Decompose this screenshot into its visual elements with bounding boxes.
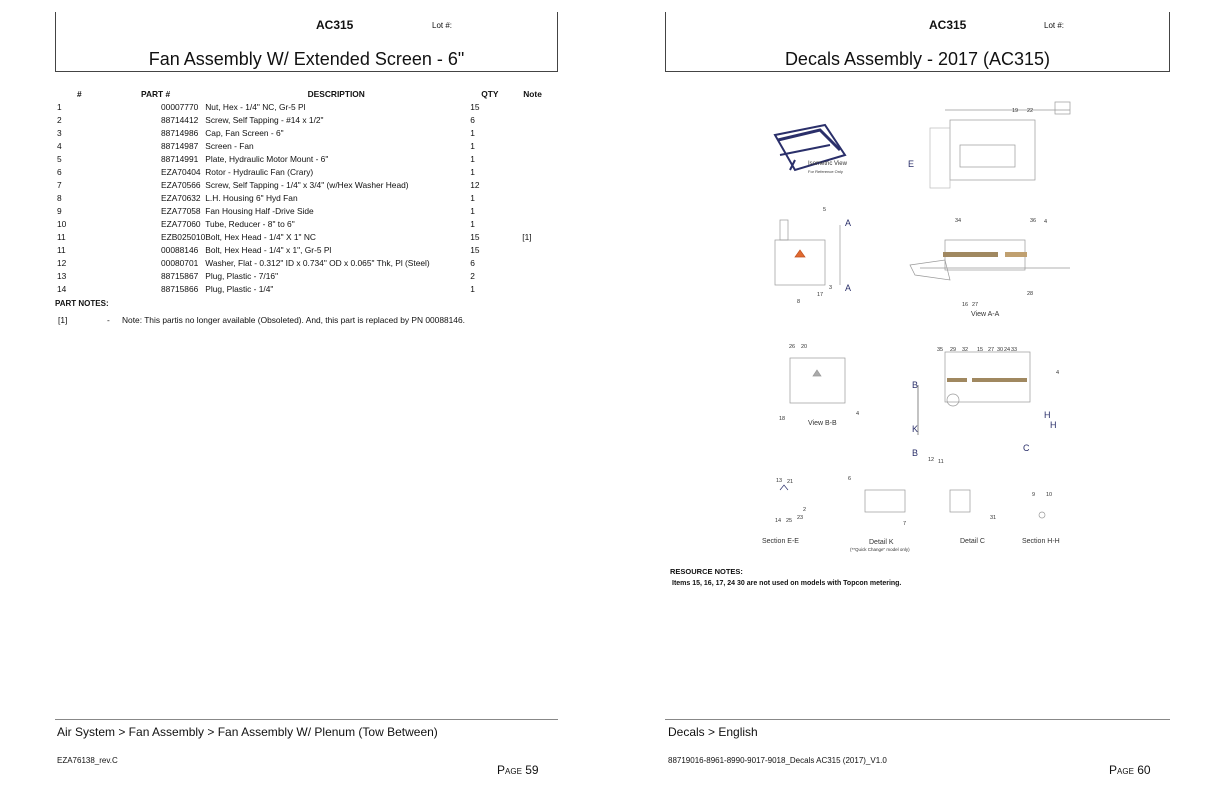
table-row xyxy=(55,152,563,165)
description-cell: Tube, Reducer - 8" to 6" xyxy=(205,218,295,229)
table-row xyxy=(55,217,563,230)
view-aa-drawing xyxy=(910,240,1070,280)
note-cell xyxy=(513,152,563,165)
note-cell xyxy=(513,126,563,139)
note-cell xyxy=(513,269,563,282)
callout-label: B xyxy=(912,448,919,458)
view-label-ee: Section E-E xyxy=(762,538,799,545)
diagram-drawings xyxy=(660,100,1120,560)
callout-label: 29 xyxy=(950,347,957,353)
callout-label: E xyxy=(908,159,915,169)
quantity-cell: 6 xyxy=(470,114,475,125)
callout-label: 20 xyxy=(801,344,808,350)
note-cell xyxy=(513,243,563,256)
description-cell: Screw, Self Tapping - 1/4" x 3/4" (w/Hex Washer Head) xyxy=(205,179,409,190)
part-number-cell: 88714412 xyxy=(161,114,199,125)
table-row xyxy=(55,230,563,243)
item-number-cell: 5 xyxy=(57,153,62,164)
callout-label: 5 xyxy=(823,207,827,213)
table-row xyxy=(55,282,563,295)
callout-label: 8 xyxy=(797,299,801,305)
page-title: Fan Assembly W/ Extended Screen - 6" xyxy=(148,49,465,69)
callout-label: 36 xyxy=(1030,218,1037,224)
item-number-cell: 11 xyxy=(57,231,66,242)
note-cell: [1] xyxy=(522,231,532,242)
callout-label: 33 xyxy=(1011,347,1018,353)
description-cell: L.H. Housing 6" Hyd Fan xyxy=(205,192,298,203)
item-number-cell: 1 xyxy=(57,101,62,112)
table-row xyxy=(55,256,563,269)
top-view-drawing xyxy=(930,102,1070,188)
side-view-drawing xyxy=(918,352,1030,435)
callout-label: 12 xyxy=(928,457,935,463)
model-name: AC315 xyxy=(316,18,354,32)
quantity-cell: 15 xyxy=(470,244,480,255)
description-cell: Fan Housing Half -Drive Side xyxy=(205,205,314,216)
item-number-cell: 6 xyxy=(57,166,62,177)
part-number-cell: 88715867 xyxy=(161,270,199,281)
callout-label: 4 xyxy=(1044,219,1048,225)
description-cell: Bolt, Hex Head - 1/4" X 1" NC xyxy=(205,231,316,242)
item-number-cell: 4 xyxy=(57,140,62,151)
left-header-box xyxy=(55,12,558,72)
view-label-hh: Section H-H xyxy=(1022,538,1060,545)
callout-label: 2 xyxy=(803,507,807,513)
part-number-cell: 88714986 xyxy=(161,127,199,138)
callout-label: 18 xyxy=(779,416,786,422)
part-number-cell: EZA70566 xyxy=(161,179,201,190)
col-desc: DESCRIPTION xyxy=(307,88,365,99)
callout-label: 14 xyxy=(775,518,782,524)
view-label-bb: View B-B xyxy=(808,420,837,427)
item-number-cell: 12 xyxy=(57,257,67,268)
table-row xyxy=(55,269,563,282)
col-note: Note xyxy=(523,88,542,99)
callout-label: H xyxy=(1050,420,1057,430)
description-cell: Plug, Plastic - 1/4" xyxy=(205,283,274,294)
lot-label: Lot #: xyxy=(1044,21,1065,30)
part-number-cell: EZA77058 xyxy=(161,205,201,216)
page-title: Decals Assembly - 2017 (AC315) xyxy=(784,49,1051,69)
part-number-cell: 88714987 xyxy=(161,140,199,151)
item-number-cell: 8 xyxy=(57,192,62,203)
description-cell: Screen - Fan xyxy=(205,140,254,151)
item-number-cell: 2 xyxy=(57,114,62,125)
part-number-cell: 88715866 xyxy=(161,283,199,294)
callout-label: 27 xyxy=(972,302,979,308)
quantity-cell: 12 xyxy=(470,179,480,190)
table-row xyxy=(55,204,563,217)
quantity-cell: 15 xyxy=(470,231,480,242)
part-number-cell: 00007770 xyxy=(161,101,199,112)
part-number-cell: EZA70632 xyxy=(161,192,201,203)
callout-label: 31 xyxy=(990,515,997,521)
note-cell xyxy=(513,165,563,178)
table-row xyxy=(55,191,563,204)
lot-label: Lot #: xyxy=(432,21,453,30)
note-cell xyxy=(513,139,563,152)
view-label-iso-sub: For Reference Only xyxy=(808,169,843,174)
description-cell: Screw, Self Tapping - #14 x 1/2" xyxy=(205,114,324,125)
description-cell: Nut, Hex - 1/4" NC, Gr-5 Pl xyxy=(205,101,306,112)
view-label-k-sub: (**Quick Change" model only) xyxy=(850,547,910,552)
callout-label: 17 xyxy=(817,292,824,298)
quantity-cell: 6 xyxy=(470,257,475,268)
callout-label: 3 xyxy=(829,285,833,291)
callout-label: K xyxy=(912,424,919,434)
resource-notes-heading: RESOURCE NOTES: xyxy=(670,567,743,576)
parts-table xyxy=(55,87,563,295)
view-label-aa: View A-A xyxy=(971,311,1000,318)
part-number-cell: 00088146 xyxy=(161,244,199,255)
quantity-cell: 1 xyxy=(470,166,475,177)
note-cell xyxy=(513,178,563,191)
item-number-cell: 3 xyxy=(57,127,62,138)
callout-label: 19 xyxy=(1012,108,1019,114)
callout-label: H xyxy=(1044,410,1051,420)
quantity-cell: 1 xyxy=(470,283,475,294)
quantity-cell: 1 xyxy=(470,192,475,203)
callout-label: 16 xyxy=(962,302,969,308)
item-number-cell: 13 xyxy=(57,270,67,281)
table-row xyxy=(55,126,563,139)
description-cell: Rotor - Hydraulic Fan (Crary) xyxy=(205,166,314,177)
table-row xyxy=(55,178,563,191)
footer-divider xyxy=(55,719,558,720)
callout-label: 7 xyxy=(903,521,907,527)
callout-label: 24 xyxy=(1004,347,1011,353)
quantity-cell: 1 xyxy=(470,140,475,151)
table-header xyxy=(55,87,563,100)
quantity-cell: 1 xyxy=(470,153,475,164)
col-part: PART # xyxy=(141,88,171,99)
quantity-cell: 1 xyxy=(470,127,475,138)
part-number-cell: EZA70404 xyxy=(161,166,201,177)
item-number-cell: 14 xyxy=(57,283,67,294)
part-number-cell: 88714991 xyxy=(161,153,199,164)
table-row xyxy=(55,243,563,256)
callout-label: 15 xyxy=(977,347,984,353)
callout-label: 25 xyxy=(786,518,793,524)
table-row xyxy=(55,113,563,126)
quantity-cell: 1 xyxy=(470,205,475,216)
view-label-c: Detail C xyxy=(960,538,985,545)
callout-label: A xyxy=(845,218,852,228)
callout-label: 21 xyxy=(787,479,794,485)
callout-label: A xyxy=(845,283,852,293)
item-number-cell: 9 xyxy=(57,205,62,216)
col-qty: QTY xyxy=(481,88,499,99)
note-text: Note: This partis no longer available (Obsoleted). And, this part is replaced by PN 00088146. xyxy=(122,315,465,325)
item-number-cell: 11 xyxy=(57,244,66,255)
callout-label: 30 xyxy=(997,347,1004,353)
quantity-cell: 1 xyxy=(470,218,475,229)
callout-label: 28 xyxy=(1027,291,1034,297)
col-num: # xyxy=(77,88,82,99)
breadcrumb: Air System > Fan Assembly > Fan Assembly W/ Plenum (Tow Between) xyxy=(57,725,438,739)
footer-divider xyxy=(665,719,1170,720)
view-label-k: Detail K xyxy=(869,539,894,546)
doc-id: 88719016-8961-8990-9017-9018_Decals AC315 (2017)_V1.0 xyxy=(668,756,887,765)
view-bb-drawing xyxy=(790,358,845,403)
callout-label: C xyxy=(1023,443,1030,453)
callout-label: 32 xyxy=(962,347,969,353)
item-number-cell: 7 xyxy=(57,179,62,190)
note-cell xyxy=(513,113,563,126)
right-header-box xyxy=(665,12,1170,72)
note-cell xyxy=(513,100,563,113)
callout-label: 4 xyxy=(856,411,860,417)
table-row xyxy=(55,139,563,152)
view-label-iso: Isometric View xyxy=(808,161,847,167)
note-cell xyxy=(513,217,563,230)
callout-label: 6 xyxy=(848,476,852,482)
doc-id: EZA76138_rev.C xyxy=(57,756,118,765)
table-row xyxy=(55,100,563,113)
callout-label: 22 xyxy=(1027,108,1034,114)
callout-label: 9 xyxy=(1032,492,1036,498)
resource-note: Items 15, 16, 17, 24 30 are not used on models with Topcon metering. xyxy=(672,580,902,587)
description-cell: Plate, Hydraulic Motor Mount - 6" xyxy=(205,153,329,164)
detail-drawings xyxy=(780,485,1045,518)
note-dash: - xyxy=(107,315,110,325)
part-number-cell: 00080701 xyxy=(161,257,199,268)
callout-label: 23 xyxy=(797,515,804,521)
part-notes-heading: PART NOTES: xyxy=(55,299,109,308)
breadcrumb: Decals > English xyxy=(668,725,758,739)
callout-label: 27 xyxy=(988,347,995,353)
callout-label: 35 xyxy=(937,347,944,353)
model-name: AC315 xyxy=(929,18,967,32)
quantity-cell: 15 xyxy=(470,101,480,112)
callout-label: 13 xyxy=(776,478,783,484)
callout-label: 10 xyxy=(1046,492,1053,498)
description-cell: Plug, Plastic - 7/16" xyxy=(205,270,279,281)
description-cell: Washer, Flat - 0.312" ID x 0.734" OD x 0.065" Thk, Pl (Steel) xyxy=(205,257,430,268)
quantity-cell: 2 xyxy=(470,270,475,281)
page-number: Page 59 xyxy=(497,763,539,777)
table-row xyxy=(55,165,563,178)
note-cell xyxy=(513,204,563,217)
callout-label: 34 xyxy=(955,218,962,224)
note-ref: [1] xyxy=(58,315,68,325)
callout-label: 4 xyxy=(1056,370,1060,376)
description-cell: Bolt, Hex Head - 1/4" x 1", Gr-5 Pl xyxy=(205,244,332,255)
part-number-cell: EZA77060 xyxy=(161,218,201,229)
note-cell xyxy=(513,282,563,295)
callout-label: 26 xyxy=(789,344,796,350)
part-number-cell: EZB025010 xyxy=(161,231,206,242)
description-cell: Cap, Fan Screen - 6" xyxy=(205,127,284,138)
note-cell xyxy=(513,256,563,269)
callout-label: B xyxy=(912,380,919,390)
item-number-cell: 10 xyxy=(57,218,67,229)
front-view-drawing xyxy=(775,220,840,285)
page-number: Page 60 xyxy=(1109,763,1151,777)
callout-label: 11 xyxy=(938,459,944,465)
note-cell xyxy=(513,191,563,204)
